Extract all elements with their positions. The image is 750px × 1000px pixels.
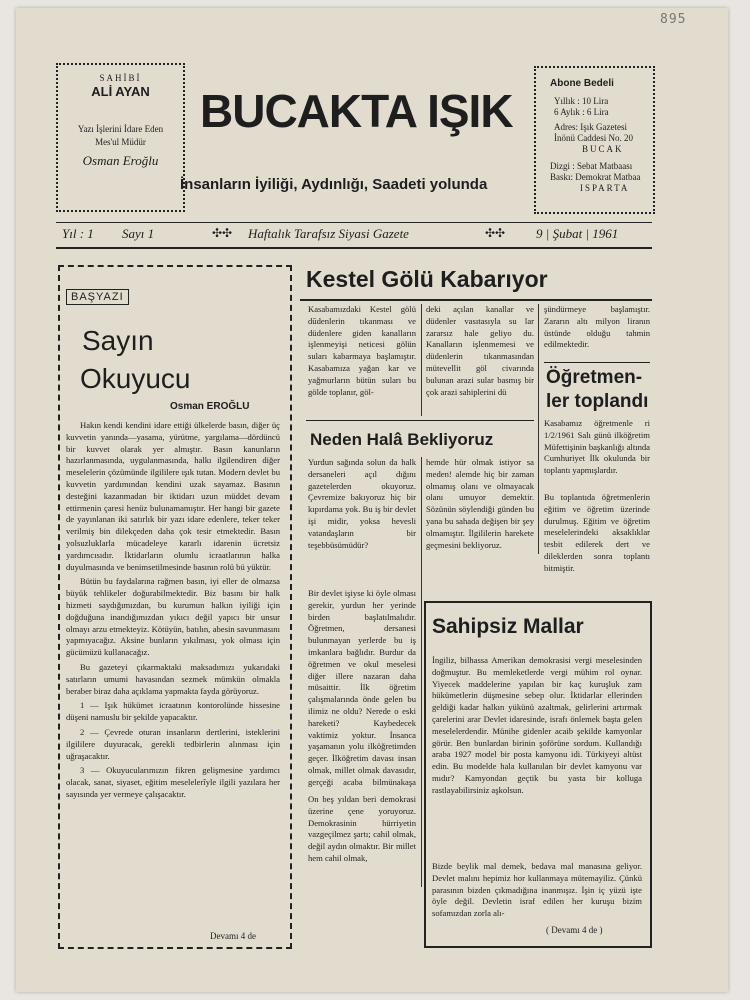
editor-label-1: Yazı İşlerini İdare Eden bbox=[77, 124, 164, 134]
kestel-column-2: deki açılan kanallar ve düdenler vasıtasıyla su lar zararsız hale geliyo du. Kanalların işlenmemesi ve düdenlerin tıkanmasından mütevellit göl civarında bulunan arazi sular basmış bir çok arazi sahiplerini dü bbox=[426, 304, 534, 397]
editorial-tag: BAŞYAZI bbox=[66, 289, 129, 305]
kestel-rule bbox=[300, 299, 652, 301]
issue-number: Sayı 1 bbox=[122, 226, 155, 241]
owner-label: SAHİBİ bbox=[99, 73, 142, 83]
kestel-column-1: Kasabamızdaki Kestel gölü dūdenlerin tıkanması ve düdenlere giden kanalların işlenmeyişi neticesi gölün suları kabarmaya başlamıştır. Kasabamıza yağan kar ve yağmurların bütün suları bu gölde toplanır, göl- bbox=[308, 304, 416, 397]
neden-headline: Neden Halâ Bekliyoruz bbox=[310, 430, 494, 449]
sahipsiz-text: İngiliz, bilhassa Amerikan demokrasisi vergi meselesinden doğmuştur. Bu memleketlerde vergi mühim rol oynar. Yiyecek maddelerine yapılan bir kaç kuruşluk zam hükümetlerin düşmesine sebep olur. İktidarlar ellerinden geldiği kadar halkın yükünü azaltmak, gelirlerini artırmak çarelerini arar Devlet idaresinde, israfı önlemek başta gelen meselelerdendir. Münihe gidenler acaib şekilde kamyonlar görür. Ben bunlardan birinin şoförüne sordum. Kullandığı araba 1927 model bir posta kamyonu idi. Türkiyeyi altüst edin. Bu modelde hala kullanılan bir devlet kamyonu var mıdır? Kamyondan geçtik bu yasta bir kolluga rastlayabilirsiniz aşkolsun. bbox=[432, 655, 642, 795]
newspaper-title: BUCAKTA IŞIK bbox=[200, 85, 513, 137]
column-divider bbox=[421, 304, 422, 416]
sahipsiz-box bbox=[424, 601, 652, 948]
subscription-six-months: 6 Aylık : 6 Lira bbox=[554, 107, 609, 117]
editorial-paragraph: 1 — Işık hükümet icraatının kontorolünde hissesine düşeni namuslu bir şekilde yapacaktır. bbox=[66, 700, 280, 723]
section-rule bbox=[544, 362, 650, 363]
editorial-title-line-1: Sayın bbox=[82, 325, 154, 356]
owner-box bbox=[56, 63, 185, 212]
subscription-heading: Abone Bedeli bbox=[550, 78, 614, 89]
editorial-title-line-2: Okuyucu bbox=[80, 363, 191, 394]
issue-year: Yıl : 1 bbox=[62, 226, 94, 241]
print-line-1: Dizgi : Sebat Matbaası bbox=[550, 161, 633, 171]
print-line-3: ISPARTA bbox=[580, 183, 630, 193]
editorial-paragraph: Hakın kendi kendini idare ettiği ülkelerde basın, diğer üç kuvvetin yanında—yasama, yürütme, yargılama—dördüncü bir kuvvet olarak yer almıştır. Basın kanunların hazırlanmasında, uygulanmasında, halkı ilgilendiren diğer meselelerin çözümünde ilgililere ışık tutan. Modern devlet bu kuvvetin yardımından kendini uzak sayamaz. Basının desteğini kazanmadan bir iktidarı uzun müddet devam ettirmenin çaresi henüz bulunamamıştır. Her hangi bir gazete de yayınlanan iki satırlık bir yazı idare edenlere, teker teker verilmiş bin dilekçeden daha çok tesir etmektedir. Basın yolsuzluklarla mücadeleye kararlı idarenin ücretsiz yardımcısıdır. İktidarların olumlu icraatlarının halka duyulmasında ve benimsetilmesinde basının rolü bü yüktür. bbox=[66, 420, 280, 572]
section-rule bbox=[306, 420, 534, 421]
editorial-body bbox=[66, 420, 280, 924]
kestel-column-3: şündürmeye başlamıştır. Zararın altı milyon liranın üstünde olduğu tahmin edilmektedir. bbox=[544, 304, 650, 350]
column-divider bbox=[421, 457, 422, 887]
neden-column-1-part-3: On beş yıldan beri demokrasi üzerine çene yoruyoruz. Demokrasinin hürriyetin vazgeçilmez şartı; cahil olmak, değil aydın olmaktır. Bir millet hem cahil olmak, bbox=[308, 794, 416, 863]
address-line-3: BUCAK bbox=[582, 144, 624, 154]
owner-name: ALİ AYAN bbox=[91, 84, 150, 99]
subscription-yearly: Yıllık : 10 Lira bbox=[554, 96, 609, 106]
neden-column-1-part-2: Bir devlet işiyse ki öyle olması gerekir, yurdun her yerinde birden başlatılmalıdır. Öğretmen, dersanesi bulunmayan yerlerde bu iş imkanlara bağlıdır. Burdur da öğretmen ve okul meselesi diğer illere nazaran daha müsaittir. İlk öğretim çalışmalarında önde gelen bu ilimiz ne oldu? Nerede o eski hareketi? Kaybedecek vaktimiz yoktur. İnsanca yaşamanın yolu ilköğretimden geçer. İlköğretim davası insan olmak, millet olmak davasıdır, gerçeği acaba bilmünakaşa bbox=[308, 588, 416, 787]
editorial-paragraph: Bütün bu faydalarına rağmen basın, iyi eller de olmazsa büyük tehlikeler doğurabilmektedir. Biz basını bir halk hizmeti saydığımızdan, bu kurumun halkın iyiliği için doğduğuna inandığımızdan yıkıcı değil yapıcı bir unsur olmayı arzu etmekteyiz. Kötüyün, batılın, abesin savunmasını yapmıyacağız. Aksine bunların yıkılması, yok olması için gücümüzü kullanacağız. bbox=[66, 576, 280, 658]
handwritten-archive-number: 895 bbox=[660, 12, 687, 27]
address-line-2: İnönü Caddesi No. 20 bbox=[554, 133, 633, 143]
editorial-box bbox=[58, 265, 292, 949]
ogretmen-headline-line-1: Öğretmen- bbox=[546, 367, 643, 388]
editor-name: Osman Eroğlu bbox=[82, 153, 159, 168]
ornament-left: ✣✣ bbox=[212, 226, 233, 240]
sahipsiz-continued: ( Devamı 4 de ) bbox=[546, 925, 603, 935]
editorial-paragraph: 3 — Okuyucularımızın fikren gelişmesine yardımcı olacak, sanat, siyaset, eğitim meselelerîyle ilgili yazılara her sayısında yer vermeye çalışacaktır. bbox=[66, 765, 280, 799]
editor-label-2: Mes'ul Müdür bbox=[95, 137, 146, 147]
newspaper-motto: İnsanların İyiliği, Aydınlığı, Saadeti yolunda bbox=[180, 176, 488, 193]
ogretmen-text-2: Bu toplantıda öğretmenlerin eğitim ve öğretim üzerinde durulmuş. Eğitim ve öğretim meselelerindeki aksaklıklar tesbit edilerek dert ve dileklerden sonra toplantı bitmiştir. bbox=[544, 492, 650, 573]
subscription-box bbox=[534, 66, 655, 214]
masthead-rule-top bbox=[56, 222, 652, 223]
editorial-author: Osman EROĞLU bbox=[170, 401, 250, 412]
address-line-1: Adres: Işık Gazetesi bbox=[554, 122, 627, 132]
editorial-continued: Devamı 4 de bbox=[210, 931, 256, 941]
column-divider bbox=[538, 304, 539, 554]
sahipsiz-headline: Sahipsiz Mallar bbox=[432, 615, 584, 638]
kestel-headline: Kestel Gölü Kabarıyor bbox=[306, 266, 548, 292]
editorial-paragraph: 2 — Çevrede oturan insanların dertlerini, isteklerini ilgililere duyuracak, gerekli tedbirlerin alınması için uğraşacaktır. bbox=[66, 726, 280, 761]
ogretmen-headline-line-2: ler toplandı bbox=[546, 391, 649, 412]
masthead-rule-bottom bbox=[56, 247, 652, 249]
editorial-paragraph: Bu gazeteyi çıkarmaktaki maksadımızı yukarıdaki satırların umumi havasından sezmek mümkün olmakla beraber biraz daha açıklama yapmakta fayda görüyoruz. bbox=[66, 661, 280, 696]
ogretmen-text: Kasabamız öğretmenle ri 1/2/1961 Salı günü ilköğretim Müfettişinin başkanlığı altında Cumhuriyet İlk okulunda bir toplantı yapmışlardır. bbox=[544, 418, 650, 476]
neden-column-1-part-1: Yurdun sağında solun da halk dersaneleri açıl dığını gazetelerden okuyoruz. Çevremize bakıyoruz hiç bir kıpırdama yok. Bu iş bir devlet işi midir, yoksa hevesli vatandaşların bir teşebbüsümüdür? bbox=[308, 457, 416, 550]
ornament-right: ✣✣ bbox=[485, 226, 506, 240]
sahipsiz-text-2: Bizde beylik mal demek, bedava mal manasına geliyor. Devlet malını hepimiz hor kullanmaya mütemayiliz. Çünkü parasının bizden çıkmadığına inanmışız. İşin iç yüzü işte öyle değil. Devletin israf edilen her kuruşu bizim sofamızdan zorla alı- bbox=[432, 861, 642, 919]
issue-date: 9 | Şubat | 1961 bbox=[536, 226, 619, 241]
issue-tagline: Haftalık Tarafsız Siyasi Gazete bbox=[248, 226, 409, 241]
print-line-2: Baskı: Demokrat Matbaa bbox=[550, 172, 641, 182]
neden-column-2: hemde hür olmak istiyor sa meden! alemde hiç bir zaman olmamış olanı ve olmayacak olanı umuyor demektir. Sözünün söylendiği günden bu yana bu sahada değişen bir şey olmamıştır. İlgililerin harekete geçmesini bekliyoruz. bbox=[426, 457, 534, 550]
